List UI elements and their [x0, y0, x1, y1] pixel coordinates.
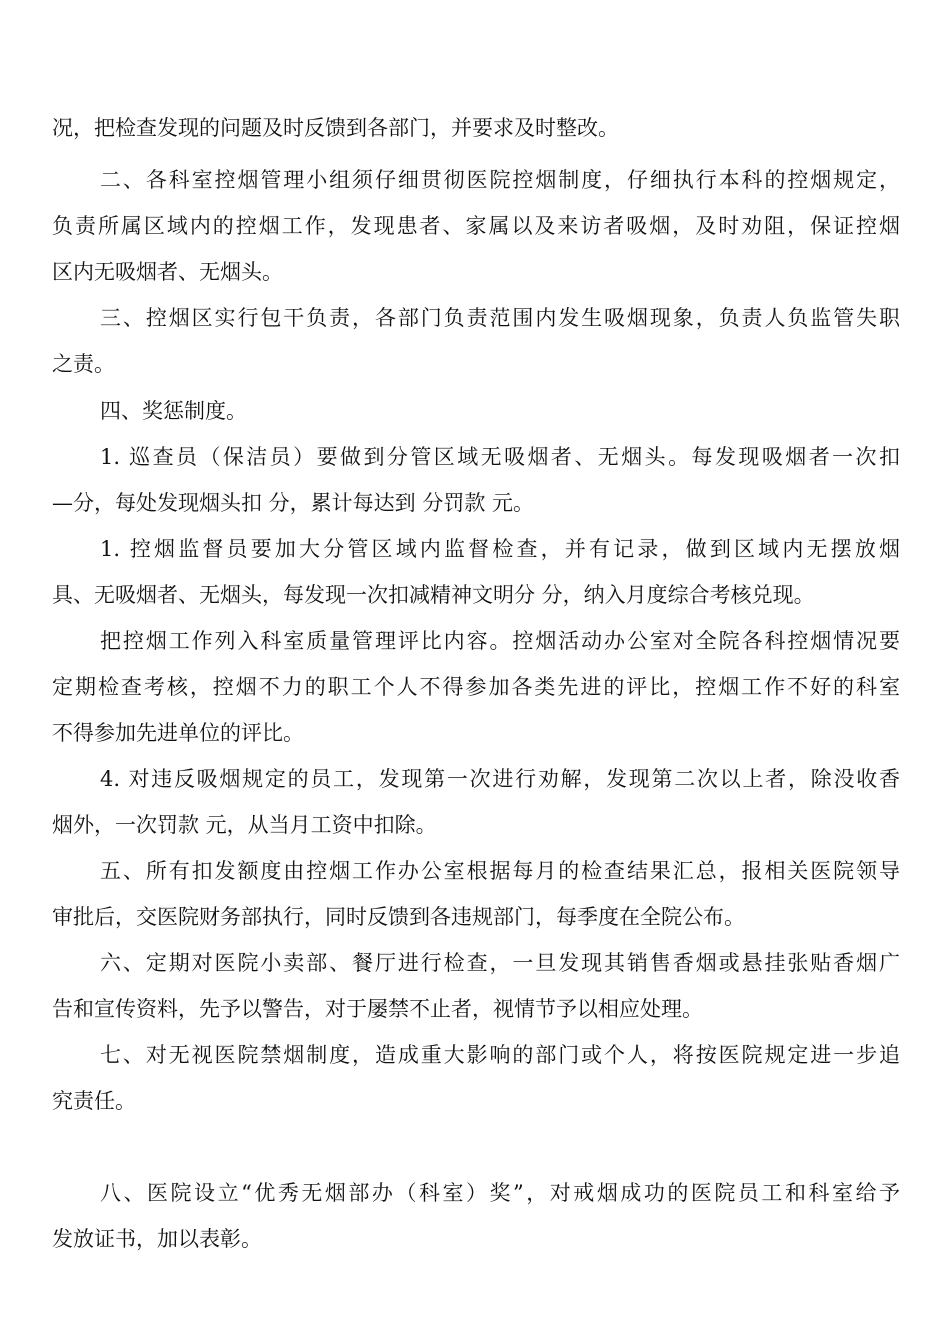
- text-line: 五、所有扣发额度由控烟工作办公室根据每月的检查结果汇总，报相关医院领导: [100, 859, 900, 883]
- text-line: 二、各科室控烟管理小组须仔细贯彻医院控烟制度，仔细执行本科的控烟规定，: [100, 168, 900, 192]
- text-line: 六、定期对医院小卖部、餐厅进行检查，一旦发现其销售香烟或悬挂张贴香烟广: [100, 951, 900, 975]
- text-line: 究责任。: [52, 1089, 136, 1113]
- text-line: 之责。: [52, 352, 115, 376]
- text-line: 告和宣传资料，先予以警告，对于屡禁不止者，视情节予以相应处理。: [52, 997, 703, 1021]
- text-line: 定期检查考核，控烟不力的职工个人不得参加各类先进的评比，控烟工作不好的科室: [52, 675, 900, 699]
- text-line: 把控烟工作列入科室质量管理评比内容。控烟活动办公室对全院各科控烟情况要: [100, 629, 900, 653]
- text-line: 八、医院设立“优秀无烟部办（科室）奖”，对戒烟成功的医院员工和科室给予: [100, 1181, 900, 1205]
- text-line: 三、控烟区实行包干负责，各部门负责范围内发生吸烟现象，负责人负监管失职: [100, 306, 900, 330]
- text-line: 四、奖惩制度。: [100, 399, 247, 423]
- text-line: 具、无吸烟者、无烟头，每发现一次扣减精神文明分 分，纳入月度综合考核兑现。: [52, 583, 815, 607]
- text-line: 区内无吸烟者、无烟头。: [52, 260, 283, 284]
- text-line: 七、对无视医院禁烟制度，造成重大影响的部门或个人，将按医院规定进一步追: [100, 1043, 900, 1067]
- text-line: —分，每处发现烟头扣 分，累计每达到 分罚款 元。: [52, 491, 535, 515]
- text-line: 4. 对违反吸烟规定的员工，发现第一次进行劝解，发现第二次以上者，除没收香: [100, 767, 900, 791]
- text-line: 发放证书，加以表彰。: [52, 1227, 262, 1251]
- text-line: 1. 控烟监督员要加大分管区域内监督检查，并有记录，做到区域内无摆放烟: [100, 537, 900, 561]
- text-line: 烟外，一次罚款 元，从当月工资中扣除。: [52, 813, 437, 837]
- text-line: 况，把检查发现的问题及时反馈到各部门，并要求及时整改。: [52, 116, 619, 140]
- text-line: 审批后，交医院财务部执行，同时反馈到各违规部门，每季度在全院公布。: [52, 905, 745, 929]
- text-line: 负责所属区域内的控烟工作，发现患者、家属以及来访者吸烟，及时劝阻，保证控烟: [52, 214, 900, 238]
- text-line: 1. 巡查员（保洁员）要做到分管区域无吸烟者、无烟头。每发现吸烟者一次扣: [100, 445, 900, 469]
- text-line: 不得参加先进单位的评比。: [52, 721, 304, 745]
